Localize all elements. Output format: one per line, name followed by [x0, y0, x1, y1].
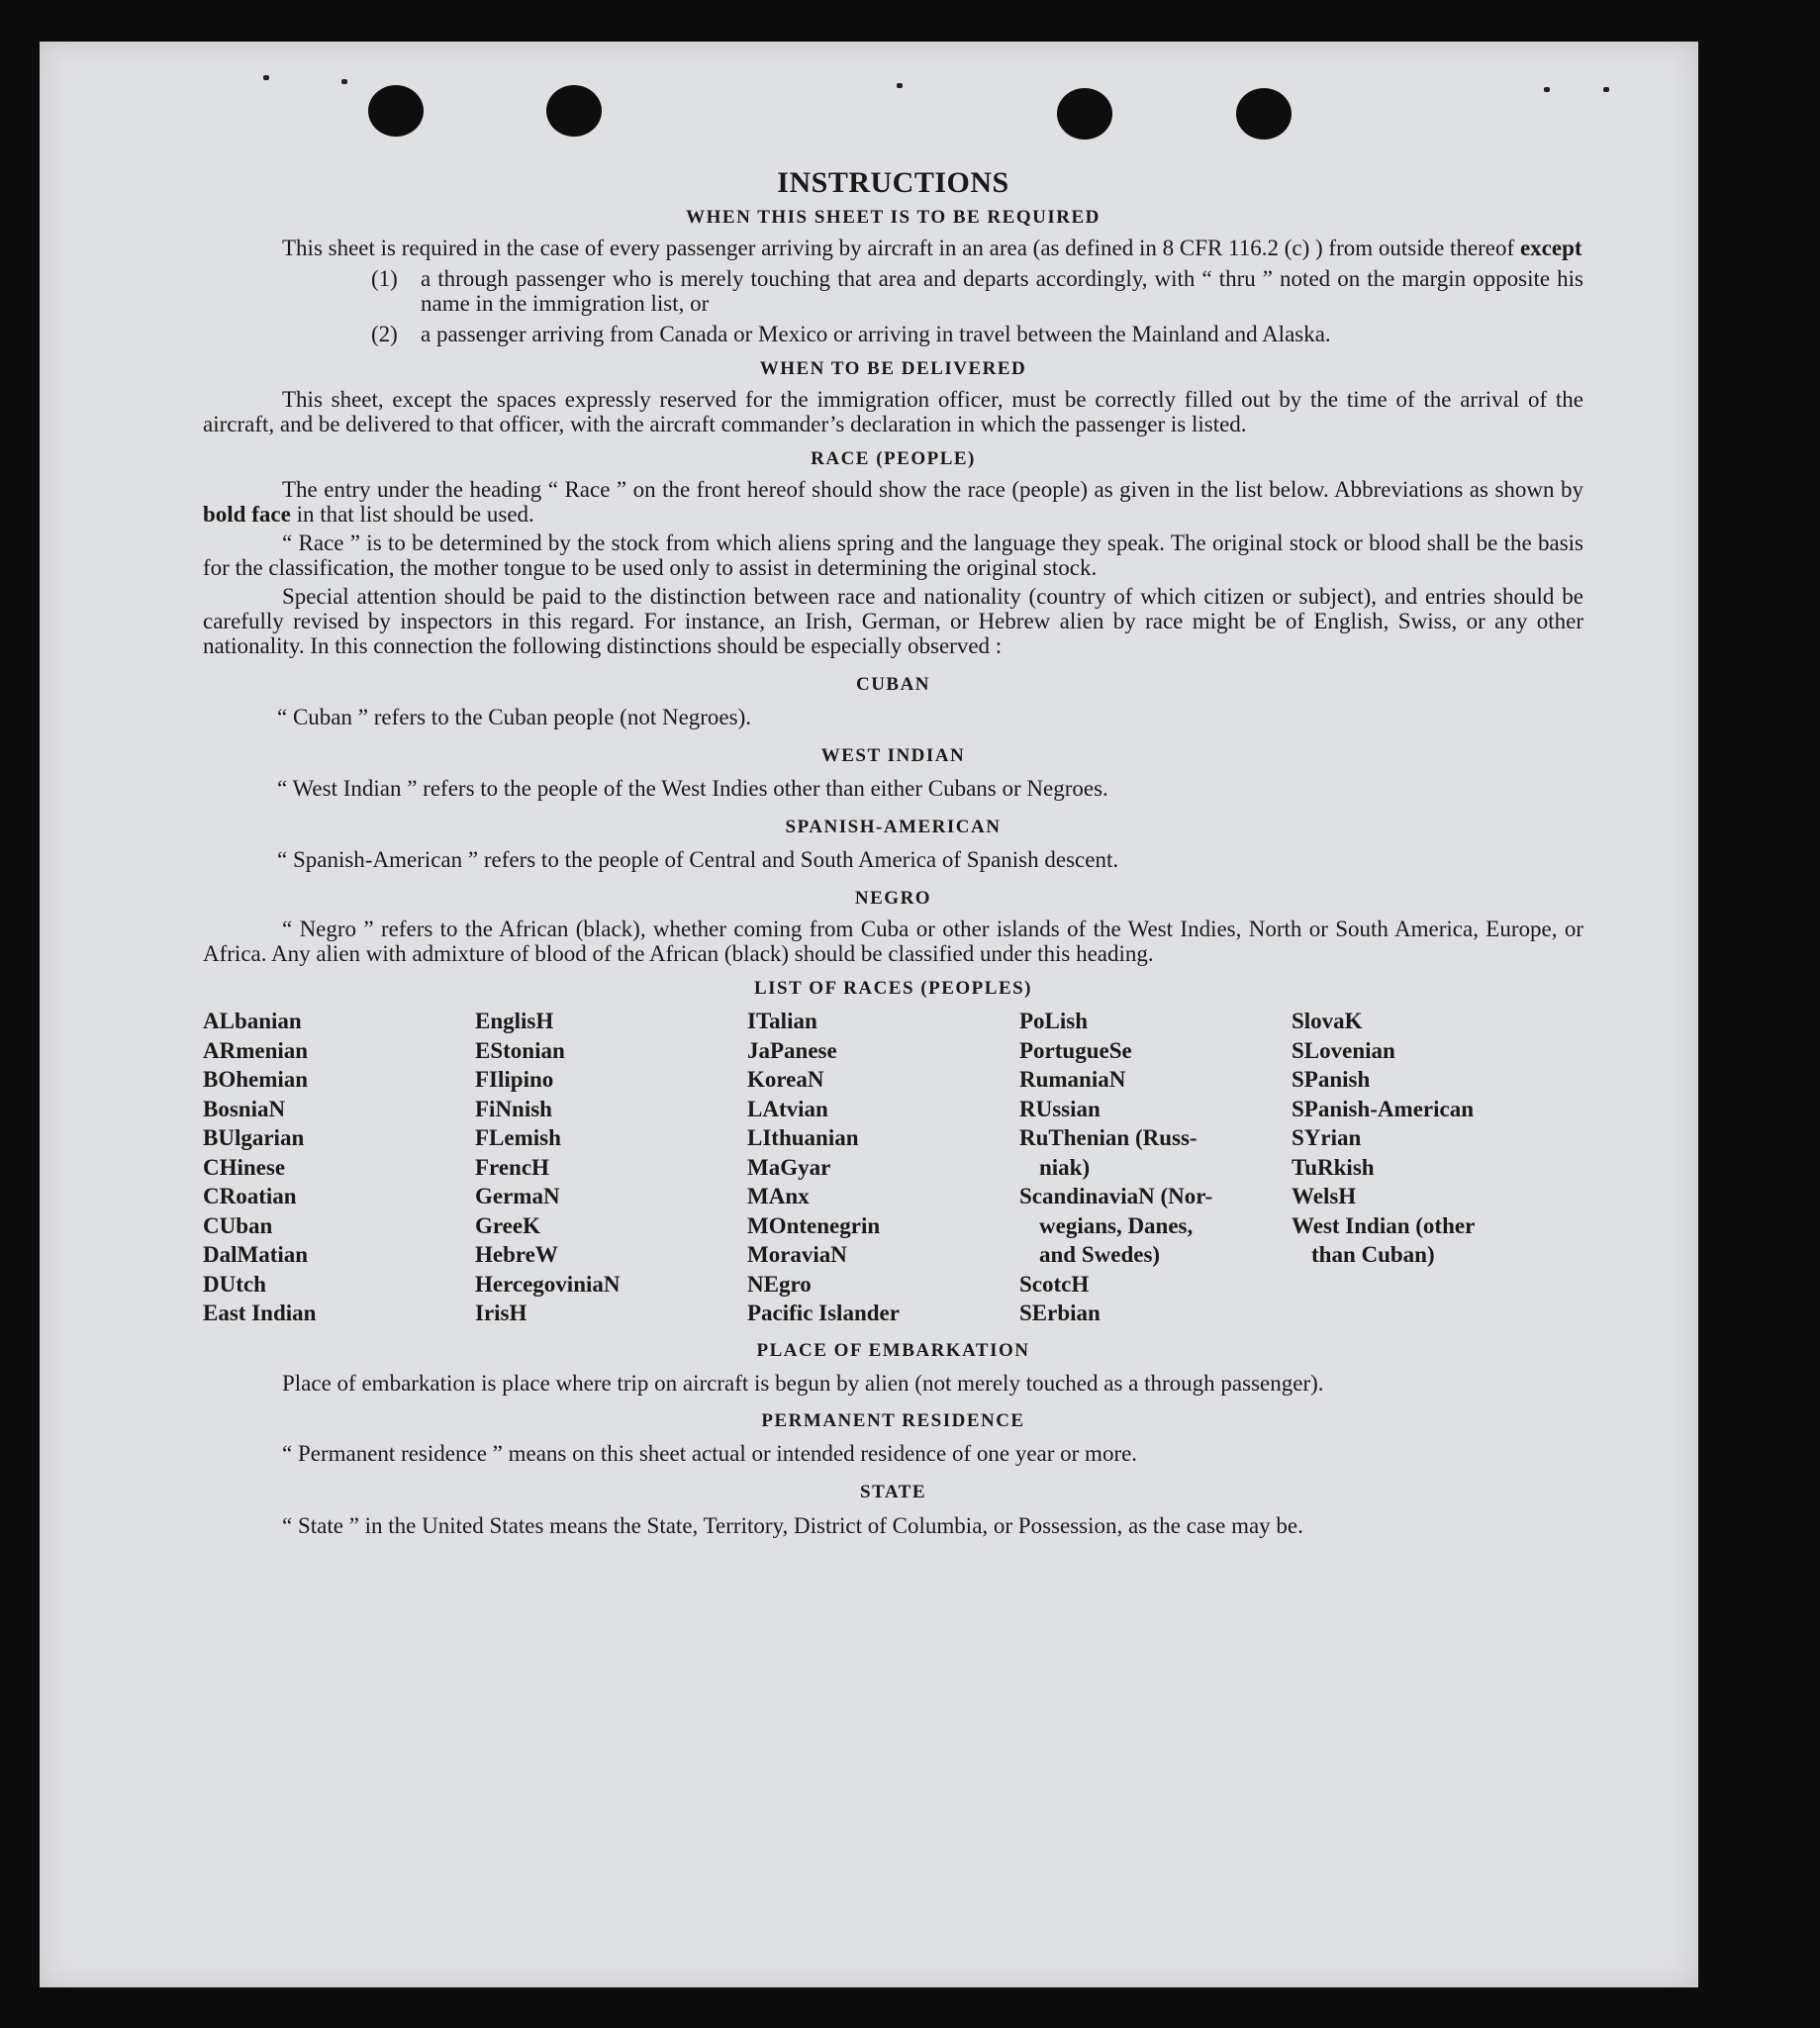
list-item: GermaN [475, 1184, 560, 1208]
list-item: SYrian [1292, 1125, 1362, 1150]
instructions-content [203, 166, 1583, 1542]
list-item: JaPanese [747, 1037, 837, 1063]
punch-hole [368, 85, 424, 137]
list-item: FIlipino [475, 1067, 554, 1092]
delivered-text: This sheet, except the spaces expressly reserved for the immigration officer, must be correctly filled out by the time of the arrival of the aircraft, and be delivered to that officer, with the aircraft commander’s declaration in which the passenger is listed. [203, 387, 1583, 436]
list-item: and Swedes) [1039, 1242, 1161, 1267]
race-paragraph-2: “ Race ” is to be determined by the stock from which aliens spring and the language they speak. The original stock or blood shall be the basis for the classification, the mother tongue to be used only to assist in determining the original stock. [203, 531, 1583, 580]
speck [1603, 87, 1609, 92]
list-item: BOhemian [203, 1067, 309, 1092]
section-heading-state: STATE [860, 1481, 926, 1502]
race-paragraph-1: The entry under the heading “ Race ” on the front hereof should show the race (people) as given in the list below. Abbreviations as shown by bold face in that list should be used. [203, 477, 1583, 527]
list-item: CUban [203, 1212, 273, 1238]
list-item: GreeK [475, 1212, 540, 1238]
list-item: ITalian [747, 1009, 817, 1033]
speck [263, 75, 269, 80]
section-heading-embarkation: PLACE OF EMBARKATION [756, 1339, 1030, 1361]
punch-hole [546, 85, 602, 137]
list-item: CRoatian [203, 1184, 297, 1208]
punch-hole [1236, 88, 1292, 140]
list-item: PortugueSe [1019, 1037, 1132, 1063]
race-paragraph-3: Special attention should be paid to the distinction between race and nationality (country of which citizen or subject), and entries should be carefully revised by inspectors in this regard. For instance, an Irish, German, or Hebrew alien by race might be of English, Swiss, or any other nationality. In this connection the following distinctions should be especially observed : [203, 584, 1583, 658]
list-item: ARmenian [203, 1037, 309, 1063]
punch-hole [1057, 88, 1112, 140]
list-item: RuThenian (Russ- [1019, 1125, 1197, 1150]
list-item: FiNnish [475, 1096, 552, 1121]
list-item: ALbanian [203, 1009, 302, 1033]
speck [897, 83, 903, 88]
list-item: IrisH [475, 1301, 527, 1325]
races-list [203, 1007, 1583, 1328]
list-item: MAnx [747, 1184, 810, 1208]
list-item: (2) a passenger arriving from Canada or Mexico or arriving in travel between the Mainland and Alaska. [371, 322, 1331, 346]
list-item: ScandinaviaN (Nor- [1019, 1184, 1213, 1208]
list-item: HercegoviniaN [475, 1271, 621, 1297]
list-item: PoLish [1019, 1009, 1089, 1033]
cuban-text: “ Cuban ” refers to the Cuban people (not Negroes). [277, 705, 752, 729]
list-item: RumaniaN [1019, 1067, 1126, 1092]
list-item: MaGyar [747, 1154, 831, 1180]
list-item: EStonian [475, 1037, 565, 1063]
speck [1544, 87, 1550, 92]
list-item: DalMatian [203, 1242, 309, 1267]
list-item: West Indian (other [1292, 1212, 1476, 1238]
section-heading-west-indian: WEST INDIAN [820, 745, 966, 766]
list-item: SLovenian [1292, 1037, 1395, 1063]
list-item: SPanish-American [1292, 1096, 1474, 1121]
races-column [747, 1007, 1019, 1328]
section-heading-cuban: CUBAN [855, 674, 931, 695]
list-item: ScotcH [1019, 1271, 1090, 1297]
list-item: LIthuanian [747, 1125, 859, 1150]
negro-text: “ Negro ” refers to the African (black), whether coming from Cuba or other islands of the West Indies, North or South America, Europe, or Africa. Any alien with admixture of blood of the African (black) should be classified under this heading. [203, 917, 1583, 966]
list-item: than Cuban) [1311, 1242, 1435, 1267]
list-item: SPanish [1292, 1067, 1371, 1092]
list-item: Pacific Islander [747, 1301, 900, 1325]
list-item: niak) [1039, 1154, 1091, 1180]
state-text: “ State ” in the United States means the State, Territory, District of Columbia, or Possession, as the case may be. [282, 1512, 1303, 1538]
west-indian-text: “ West Indian ” refers to the people of the West Indies other than either Cubans or Negroes. [277, 776, 1108, 801]
list-item: TuRkish [1292, 1154, 1375, 1180]
spanish-american-text: “ Spanish-American ” refers to the people of Central and South America of Spanish descent. [277, 847, 1119, 872]
list-item: East Indian [203, 1301, 317, 1325]
list-item: CHinese [203, 1154, 286, 1180]
section-heading-race: RACE (PEOPLE) [811, 448, 976, 469]
list-item: (1) a through passenger who is merely touching that area and departs accordingly, with “ thru ” noted on the margin opposite his name in the immigration list, or [371, 266, 1583, 316]
section-heading-residence: PERMANENT RESIDENCE [761, 1409, 1025, 1431]
list-item: SErbian [1019, 1301, 1101, 1325]
list-item: SlovaK [1292, 1009, 1363, 1033]
list-item: FLemish [475, 1125, 561, 1150]
list-item: DUtch [203, 1271, 266, 1297]
races-column [1019, 1007, 1292, 1328]
list-item: LAtvian [747, 1096, 828, 1121]
list-item: BUlgarian [203, 1125, 305, 1150]
list-item: RUssian [1019, 1096, 1101, 1121]
list-item: FrencH [475, 1154, 549, 1180]
list-item: wegians, Danes, [1039, 1212, 1194, 1238]
list-item: NEgro [747, 1271, 812, 1297]
races-column [203, 1007, 475, 1328]
races-column [1292, 1007, 1564, 1328]
races-column [475, 1007, 747, 1328]
list-item: MoraviaN [747, 1242, 847, 1267]
section-heading-delivered: WHEN TO BE DELIVERED [759, 358, 1027, 379]
embarkation-text: Place of embarkation is place where trip on aircraft is begun by alien (not merely touched as a through passenger). [282, 1370, 1324, 1396]
list-item: WelsH [1292, 1184, 1357, 1208]
list-item: KoreaN [747, 1067, 824, 1092]
document-sheet [40, 42, 1698, 1987]
list-item: HebreW [475, 1242, 558, 1267]
speck [341, 79, 347, 84]
section-heading-required: WHEN THIS SHEET IS TO BE REQUIRED [686, 207, 1101, 228]
list-item: BosniaN [203, 1096, 286, 1121]
section-heading-negro: NEGRO [854, 888, 932, 909]
residence-text: “ Permanent residence ” means on this sheet actual or intended residence of one year or more. [282, 1440, 1138, 1466]
list-item: MOntenegrin [747, 1212, 881, 1238]
list-item: EnglisH [475, 1009, 554, 1033]
required-intro: This sheet is required in the case of every passenger arriving by aircraft in an area (as defined in 8 CFR 116.2 (c) ) from outside thereof except [282, 236, 1582, 260]
section-heading-races-list: LIST OF RACES (PEOPLES) [753, 978, 1033, 999]
section-heading-spanish-american: SPANISH-AMERICAN [785, 817, 1002, 837]
page-title: INSTRUCTIONS [777, 166, 1009, 199]
